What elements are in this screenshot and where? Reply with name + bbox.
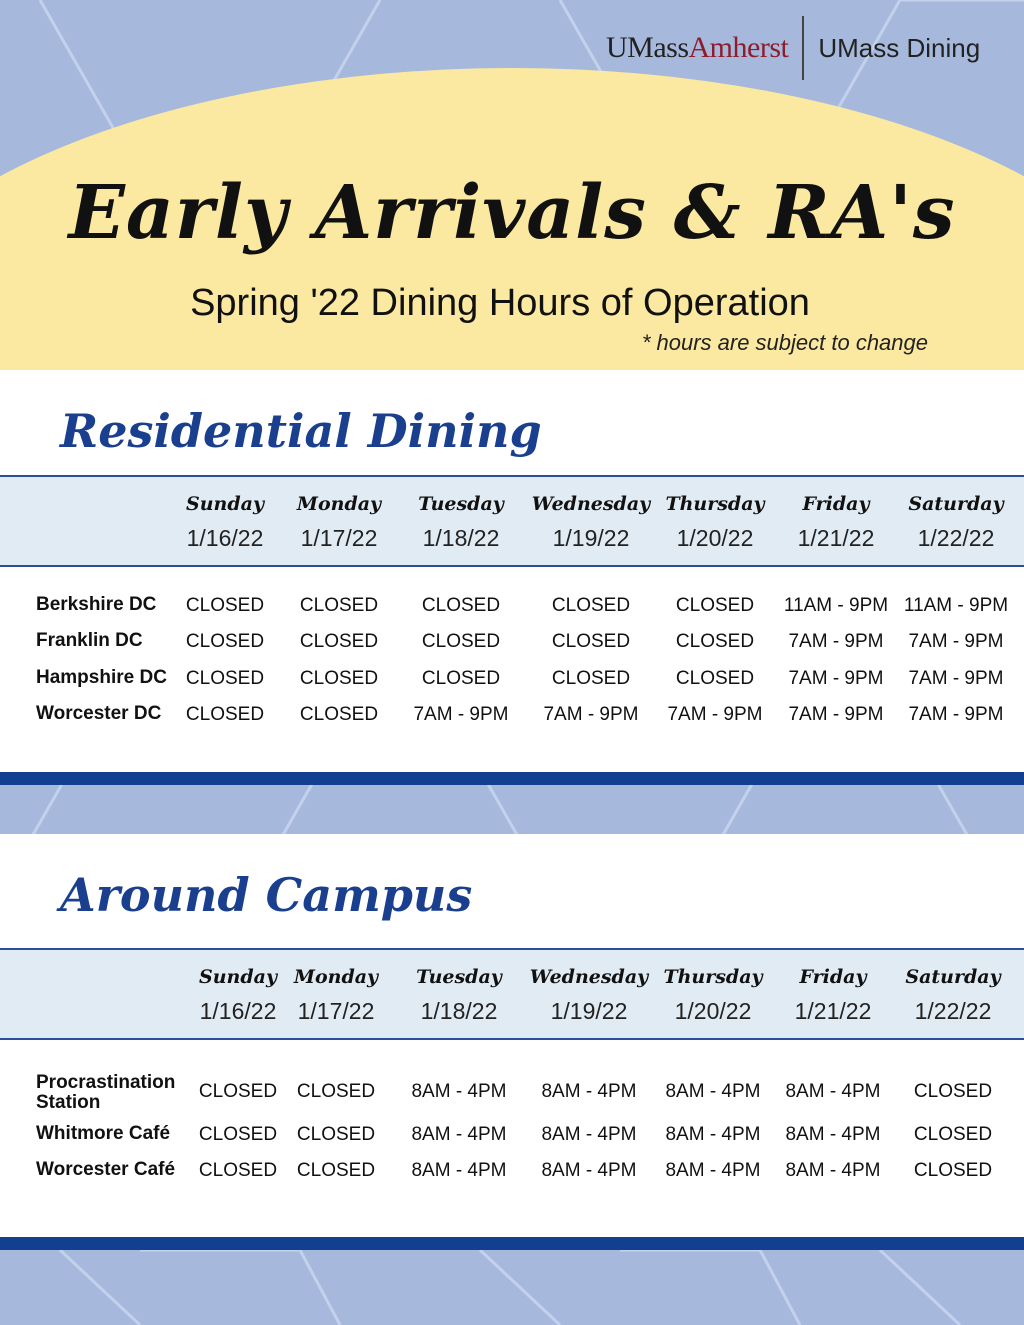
day-date: 1/21/22 — [794, 998, 872, 1024]
hours-cell: CLOSED — [296, 1081, 376, 1102]
day-name: Tuesday — [418, 493, 504, 515]
hours-cell: 8AM - 4PM — [665, 1081, 761, 1102]
hours-cell: CLOSED — [551, 668, 631, 689]
hours-cell: CLOSED — [185, 668, 265, 689]
logo-amherst-text: Amherst — [688, 31, 789, 64]
table-row — [0, 595, 1024, 625]
hours-cell: 7AM - 9PM — [788, 631, 884, 652]
page-subtitle: Spring '22 Dining Hours of Operation — [190, 282, 810, 324]
hours-cell: 8AM - 4PM — [411, 1160, 507, 1181]
hours-cell: CLOSED — [299, 631, 379, 652]
day-column-header — [275, 950, 397, 1025]
hours-cell: CLOSED — [675, 631, 755, 652]
residential-section-title: Residential Dining — [60, 404, 542, 458]
logo-umass-text: UMass — [606, 31, 689, 64]
day-column-header — [278, 477, 400, 552]
hours-cell: 11AM - 9PM — [903, 595, 1009, 616]
hours-cell: CLOSED — [198, 1160, 278, 1181]
hours-cell: 7AM - 9PM — [543, 704, 639, 725]
day-date: 1/22/22 — [917, 525, 995, 551]
location-name: Franklin DC — [36, 630, 143, 651]
day-date: 1/19/22 — [552, 525, 630, 551]
hours-cell: CLOSED — [551, 631, 631, 652]
hours-cell: 7AM - 9PM — [788, 668, 884, 689]
hours-cell: 8AM - 4PM — [411, 1124, 507, 1145]
hours-cell: CLOSED — [913, 1081, 993, 1102]
day-date: 1/20/22 — [674, 998, 752, 1024]
hours-cell: CLOSED — [198, 1081, 278, 1102]
hours-cell: CLOSED — [185, 704, 265, 725]
day-column-header — [400, 477, 522, 552]
location-name: Whitmore Café — [36, 1123, 171, 1144]
day-name: Saturday — [908, 493, 1004, 515]
day-column-header — [775, 477, 897, 552]
day-name: Friday — [802, 493, 870, 515]
hours-cell: CLOSED — [913, 1160, 993, 1181]
campus-section-title: Around Campus — [60, 868, 473, 922]
hours-cell: CLOSED — [675, 668, 755, 689]
logo-divider — [802, 16, 804, 80]
day-date: 1/16/22 — [199, 998, 277, 1024]
table-row — [0, 704, 1024, 734]
hours-cell: CLOSED — [296, 1160, 376, 1181]
day-date: 1/19/22 — [550, 998, 628, 1024]
hours-cell: CLOSED — [185, 631, 265, 652]
hours-cell: 8AM - 4PM — [541, 1081, 637, 1102]
day-column-header — [654, 477, 776, 552]
residential-header-row — [0, 475, 1024, 567]
table-row — [0, 1124, 1024, 1154]
hours-cell: CLOSED — [421, 595, 501, 616]
day-name: Sunday — [186, 493, 264, 515]
hours-cell: 11AM - 9PM — [783, 595, 889, 616]
table-row — [0, 668, 1024, 698]
logo-dining-text: UMass Dining — [818, 32, 981, 63]
hours-cell: 8AM - 4PM — [785, 1160, 881, 1181]
hours-cell: CLOSED — [296, 1124, 376, 1145]
hours-cell: CLOSED — [421, 668, 501, 689]
location-name: Hampshire DC — [36, 667, 167, 688]
day-name: Friday — [799, 966, 867, 988]
day-name: Thursday — [665, 493, 765, 515]
day-date: 1/18/22 — [422, 525, 500, 551]
day-date: 1/21/22 — [797, 525, 875, 551]
hours-cell: CLOSED — [198, 1124, 278, 1145]
hours-cell: CLOSED — [675, 595, 755, 616]
day-date: 1/18/22 — [420, 998, 498, 1024]
table-row — [0, 631, 1024, 661]
residential-panel — [0, 370, 1024, 784]
day-name: Tuesday — [416, 966, 502, 988]
day-date: 1/20/22 — [676, 525, 754, 551]
day-name: Saturday — [905, 966, 1001, 988]
hours-cell: CLOSED — [299, 595, 379, 616]
location-name: Berkshire DC — [36, 594, 157, 615]
day-column-header — [652, 950, 774, 1025]
day-name: Monday — [293, 966, 379, 988]
hours-cell: 8AM - 4PM — [411, 1081, 507, 1102]
day-date: 1/22/22 — [914, 998, 992, 1024]
section-divider-band — [0, 1237, 1024, 1250]
hours-cell: 8AM - 4PM — [785, 1081, 881, 1102]
hours-cell: 8AM - 4PM — [541, 1124, 637, 1145]
hours-cell: CLOSED — [299, 704, 379, 725]
umass-logo — [606, 22, 980, 74]
day-date: 1/16/22 — [186, 525, 264, 551]
location-name: Procrastination Station — [36, 1072, 176, 1113]
location-name: Worcester Café — [36, 1159, 176, 1180]
day-column-header — [530, 477, 652, 552]
day-column-header — [164, 477, 286, 552]
day-date: 1/17/22 — [297, 998, 375, 1024]
day-name: Wednesday — [531, 493, 651, 515]
day-name: Thursday — [663, 966, 763, 988]
hours-cell: 7AM - 9PM — [788, 704, 884, 725]
day-column-header — [772, 950, 894, 1025]
campus-panel — [0, 834, 1024, 1248]
section-divider-band — [0, 772, 1024, 785]
hours-cell: 8AM - 4PM — [665, 1160, 761, 1181]
day-name: Sunday — [199, 966, 277, 988]
hours-cell: 7AM - 9PM — [908, 631, 1004, 652]
hours-cell: CLOSED — [421, 631, 501, 652]
hours-cell: 7AM - 9PM — [908, 704, 1004, 725]
day-column-header — [892, 950, 1014, 1025]
hours-cell: CLOSED — [913, 1124, 993, 1145]
hours-cell: CLOSED — [185, 595, 265, 616]
campus-header-row — [0, 948, 1024, 1040]
table-row — [0, 1072, 1024, 1113]
hours-cell: 8AM - 4PM — [665, 1124, 761, 1145]
table-row — [0, 1160, 1024, 1190]
day-date: 1/17/22 — [300, 525, 378, 551]
day-name: Monday — [296, 493, 382, 515]
hours-cell: 7AM - 9PM — [908, 668, 1004, 689]
hours-cell: 8AM - 4PM — [541, 1160, 637, 1181]
day-column-header — [895, 477, 1017, 552]
day-column-header — [528, 950, 650, 1025]
day-name: Wednesday — [529, 966, 649, 988]
hours-cell: 7AM - 9PM — [667, 704, 763, 725]
disclaimer-note: * hours are subject to change — [641, 330, 928, 355]
location-name: Worcester DC — [36, 703, 162, 724]
hours-cell: CLOSED — [551, 595, 631, 616]
page-title: Early Arrivals & RA's — [68, 170, 956, 256]
day-column-header — [398, 950, 520, 1025]
hours-cell: CLOSED — [299, 668, 379, 689]
hours-cell: 8AM - 4PM — [785, 1124, 881, 1145]
hours-cell: 7AM - 9PM — [413, 704, 509, 725]
